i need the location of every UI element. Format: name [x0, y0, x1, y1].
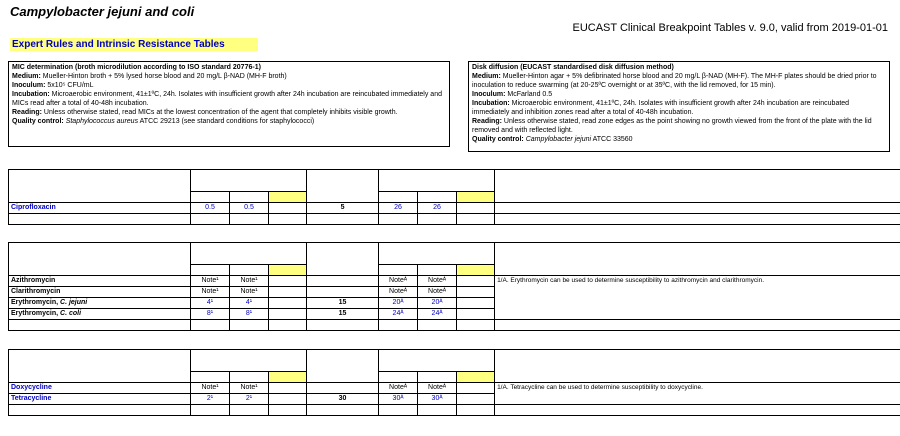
blank-cell [9, 320, 191, 331]
notes-line-1 [495, 361, 900, 372]
disk-method-title: Disk diffusion (EUCAST standardised disk diffusion method) [472, 64, 674, 71]
blank-cell [418, 214, 457, 225]
mic-header [191, 170, 307, 181]
zone-r-value: Noteᴬ [418, 383, 457, 394]
mic-atu-value [269, 394, 307, 405]
mic-atu-value [269, 287, 307, 298]
blank-cell [418, 405, 457, 416]
mic-method-title: MIC determination (broth microdilution according to ISO standard 20776-1) [12, 64, 261, 71]
zone-units [379, 361, 495, 372]
mic-r-value: 4¹ [230, 298, 269, 309]
drug-name [9, 383, 191, 394]
blank-cell [269, 405, 307, 416]
drug-label: Tetracycline [11, 395, 52, 402]
zone-s-value: Noteᴬ [379, 276, 418, 287]
blank-cell [191, 405, 230, 416]
mic-atu-header [269, 372, 307, 383]
blank-cell [307, 214, 379, 225]
mic-atu-value [269, 309, 307, 320]
mic-s-value: 8¹ [191, 309, 230, 320]
mic-r-header [230, 192, 269, 203]
row-note [495, 203, 900, 214]
disk-units [307, 265, 379, 276]
disk-content-value [307, 383, 379, 394]
blank-cell [379, 405, 418, 416]
zone-s-value: 20ᴬ [379, 298, 418, 309]
mic-units [191, 254, 307, 265]
section-table-tetracyclines [8, 349, 900, 416]
section-table-fluoroquinolones [8, 169, 900, 225]
mic-s-value: Note¹ [191, 287, 230, 298]
table-row [9, 309, 900, 320]
zone-units [379, 181, 495, 192]
row-note [495, 309, 900, 320]
row-note: 1/A. Tetracycline can be used to determine susceptibility to doxycycline. [495, 383, 900, 394]
mic-units [191, 181, 307, 192]
zone-r-value: Noteᴬ [418, 276, 457, 287]
mic-s-header [191, 372, 230, 383]
disk-content-value [307, 287, 379, 298]
page-title: Campylobacter jejuni and coli [10, 4, 195, 19]
drug-label: Clarithromycin [11, 288, 61, 295]
disk-content-value: 15 [307, 309, 379, 320]
mic-atu-header [269, 265, 307, 276]
drug-name [9, 276, 191, 287]
mic-r-value: Note¹ [230, 287, 269, 298]
mic-atu-header [269, 192, 307, 203]
mic-r-value: 8¹ [230, 309, 269, 320]
zone-s-value: Noteᴬ [379, 287, 418, 298]
zone-r-header [418, 265, 457, 276]
zone-atu-value [457, 276, 495, 287]
mic-incubation: Microaerobic environment, 41±1ºC, 24h. Isolates with insufficient growth after 24h incubation are reincubated immediately and MICs read after a total of 40-48h incubation. [12, 91, 442, 107]
mic-inoculum: 5x10⁵ CFU/mL [47, 82, 94, 89]
blank-cell [457, 405, 495, 416]
table-row [9, 394, 900, 405]
mic-header [191, 243, 307, 254]
blank-cell [230, 405, 269, 416]
notes-header [495, 243, 900, 254]
mic-s-value: 4¹ [191, 298, 230, 309]
blank-cell [230, 214, 269, 225]
disk-qc-organism: Campylobacter jejuni [525, 136, 592, 143]
disk-qc-rest: ATCC 33560 [592, 136, 633, 143]
zone-atu-value [457, 287, 495, 298]
row-note [495, 298, 900, 309]
disk-inoculum: McFarland 0.5 [507, 91, 553, 98]
mic-atu-value [269, 276, 307, 287]
zone-atu-value [457, 298, 495, 309]
zone-r-value: 30ᴬ [418, 394, 457, 405]
zone-r-value: 24ᴬ [418, 309, 457, 320]
table-row [9, 276, 900, 287]
drug-name [9, 309, 191, 320]
section-name [9, 350, 191, 383]
disk-header [307, 243, 379, 254]
blank-cell [379, 320, 418, 331]
drug-name [9, 298, 191, 309]
disk-content-value: 5 [307, 203, 379, 214]
mic-qc-organism: Staphylococcus aureus [65, 118, 139, 125]
blank-cell [230, 320, 269, 331]
zone-r-value: 26 [418, 203, 457, 214]
drug-name [9, 287, 191, 298]
row-note [495, 287, 900, 298]
mic-medium: Mueller-Hinton broth + 5% lysed horse blood and 20 mg/L β-NAD (MH-F broth) [42, 73, 287, 80]
section-name [9, 170, 191, 203]
mic-atu-value [269, 203, 307, 214]
zone-header [379, 243, 495, 254]
zone-units [379, 254, 495, 265]
zone-atu-value [457, 394, 495, 405]
notes-line-2 [495, 265, 900, 276]
drug-label: Azithromycin [11, 277, 56, 284]
disk-content-label [307, 181, 379, 192]
mic-s-value: 2¹ [191, 394, 230, 405]
disk-method-box: Disk diffusion (EUCAST standardised disk diffusion method) Medium: Mueller-Hinton agar + 5% defibrinated horse blood and 20 mg/L β-NAD (MH-F). The MH-F plates should be dried prior to inoculation to reduce swarming (at 20-25ºC overnight or at 35ºC, with the lid removed, for 15 min). Inoculum: McFarland 0.5 Incubation: Microaerobic environment, 41±1ºC, 24h. Isolates with insufficient growth after 24h incubation are reincubated immediately and inhibition zones read after a total of 40-48h incubation. Reading: Unless otherwise stated, read zone edges as the point showing no growth viewed from the front of the plate with the lid removed and with reflected light. Quality control: Campylobacter jejuni ATCC 33560 [468, 61, 890, 152]
notes-line-1 [495, 254, 900, 265]
zone-r-value: Noteᴬ [418, 287, 457, 298]
table-row [9, 298, 900, 309]
blank-cell [457, 214, 495, 225]
disk-content-label [307, 254, 379, 265]
disk-header [307, 350, 379, 361]
blank-row [9, 320, 900, 331]
mic-qc-rest: ATCC 29213 (see standard conditions for staphylococci) [139, 118, 315, 125]
blank-cell [191, 320, 230, 331]
zone-s-header [379, 265, 418, 276]
zone-header [379, 170, 495, 181]
mic-r-value: Note¹ [230, 383, 269, 394]
drug-label: Ciprofloxacin [11, 204, 56, 211]
row-note: 1/A. Erythromycin can be used to determine susceptibility to azithromycin and clarithromycin. [495, 276, 900, 287]
blank-cell [269, 214, 307, 225]
disk-units [307, 192, 379, 203]
blank-cell [495, 405, 900, 416]
zone-r-header [418, 372, 457, 383]
mic-s-value: Note¹ [191, 383, 230, 394]
drug-name [9, 394, 191, 405]
blank-cell [495, 320, 900, 331]
mic-s-value: 0.5 [191, 203, 230, 214]
section-table-macrolides [8, 242, 900, 331]
mic-r-header [230, 372, 269, 383]
mic-header [191, 350, 307, 361]
section-name [9, 243, 191, 276]
page-subtitle: Expert Rules and Intrinsic Resistance Tables [10, 38, 258, 51]
notes-header [495, 350, 900, 361]
disk-content-value: 30 [307, 394, 379, 405]
disk-content-value: 15 [307, 298, 379, 309]
drug-label: Erythromycin, [11, 299, 61, 306]
mic-r-value: Note¹ [230, 276, 269, 287]
zone-s-value: 24ᴬ [379, 309, 418, 320]
mic-r-header [230, 265, 269, 276]
zone-atu-header [457, 192, 495, 203]
disk-medium: Mueller-Hinton agar + 5% defibrinated horse blood and 20 mg/L β-NAD (MH-F). The MH-F plates should be dried prior to inoculation to reduce swarming (at 20-25ºC overnight or at 35ºC, with the lid removed, for 15 min). [472, 73, 877, 89]
drug-species: C. coli [60, 310, 82, 317]
mic-s-value: Note¹ [191, 276, 230, 287]
mic-reading: Unless otherwise stated, read MICs at the lowest concentration of the agent that completely inhibits visible growth. [43, 109, 398, 116]
table-row [9, 383, 900, 394]
zone-atu-value [457, 309, 495, 320]
mic-r-value: 2¹ [230, 394, 269, 405]
zone-atu-value [457, 203, 495, 214]
table-row [9, 203, 900, 214]
zone-atu-header [457, 372, 495, 383]
blank-cell [191, 214, 230, 225]
blank-cell [9, 214, 191, 225]
mic-atu-value [269, 383, 307, 394]
notes-line-2 [495, 192, 900, 203]
disk-content-value [307, 276, 379, 287]
row-note [495, 394, 900, 405]
blank-cell [457, 320, 495, 331]
zone-atu-header [457, 265, 495, 276]
table-row [9, 287, 900, 298]
document-version-title: EUCAST Clinical Breakpoint Tables v. 9.0, valid from 2019-01-01 [572, 22, 888, 34]
notes-header [495, 170, 900, 181]
disk-reading: Unless otherwise stated, read zone edges as the point showing no growth viewed from the front of the plate with the lid removed and with reflected light. [472, 118, 872, 134]
zone-s-value: Noteᴬ [379, 383, 418, 394]
mic-s-header [191, 265, 230, 276]
disk-header [307, 170, 379, 181]
zone-s-header [379, 372, 418, 383]
blank-row [9, 405, 900, 416]
mic-method-box: MIC determination (broth microdilution according to ISO standard 20776-1) Medium: Mueller-Hinton broth + 5% lysed horse blood and 20 mg/L β-NAD (MH-F broth) Inoculum: 5x10⁵ CFU/mL Incubation: Microaerobic environment, 41±1ºC, 24h. Isolates with insufficient growth after 24h incubation are reincubated immediately and MICs read after a total of 40-48h incubation. Reading: Unless otherwise stated, read MICs at the lowest concentration of the agent that completely inhibits visible growth. Quality control: Staphylococcus aureus ATCC 29213 (see standard conditions for staphylococci) [8, 61, 450, 147]
zone-atu-value [457, 383, 495, 394]
disk-incubation: Microaerobic environment, 41±1ºC, 24h. Isolates with insufficient growth after 24h incubation are reincubated immediately and inhibition zones read after a total of 40-48h incubation. [472, 100, 850, 116]
drug-name [9, 203, 191, 214]
notes-line-2 [495, 372, 900, 383]
blank-row [9, 214, 900, 225]
blank-cell [418, 320, 457, 331]
zone-s-value: 26 [379, 203, 418, 214]
zone-r-header [418, 192, 457, 203]
notes-line-1 [495, 181, 900, 192]
blank-cell [9, 405, 191, 416]
zone-s-header [379, 192, 418, 203]
mic-atu-value [269, 298, 307, 309]
drug-label: Erythromycin, [11, 310, 61, 317]
zone-s-value: 30ᴬ [379, 394, 418, 405]
drug-label: Doxycycline [11, 384, 52, 391]
disk-content-label [307, 361, 379, 372]
blank-cell [379, 214, 418, 225]
mic-s-header [191, 192, 230, 203]
blank-cell [269, 320, 307, 331]
mic-units [191, 361, 307, 372]
disk-units [307, 372, 379, 383]
zone-r-value: 20ᴬ [418, 298, 457, 309]
mic-r-value: 0.5 [230, 203, 269, 214]
blank-cell [307, 405, 379, 416]
drug-species: C. jejuni [60, 299, 88, 306]
zone-header [379, 350, 495, 361]
blank-cell [307, 320, 379, 331]
blank-cell [495, 214, 900, 225]
